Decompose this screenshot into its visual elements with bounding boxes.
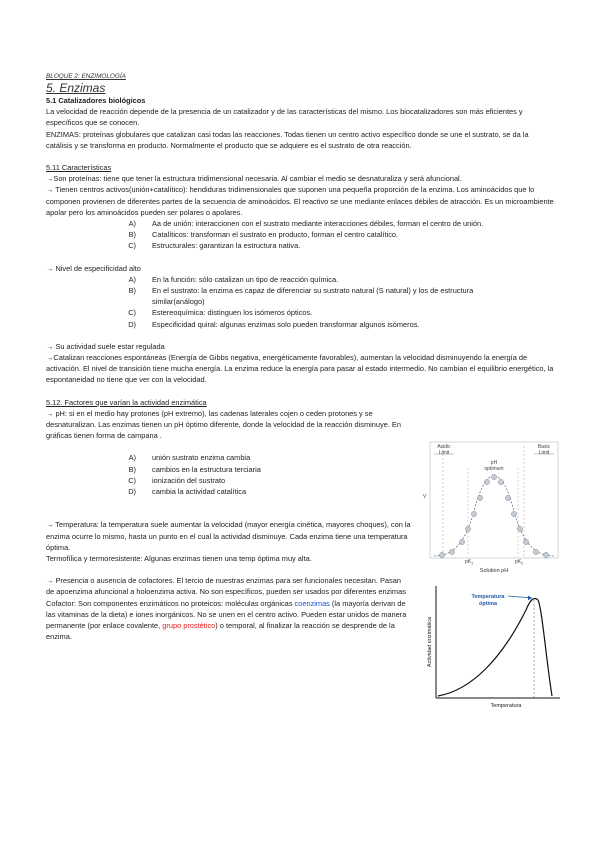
section-5-11-title: 5.11 Características bbox=[46, 163, 112, 173]
list-item: C) Estereoquímica: distinguen los isómeros ópticos. bbox=[128, 308, 313, 318]
temp-x-label: Temperatura bbox=[490, 703, 522, 708]
section-5-12-title: 5.12. Factores que varían la actividad enzimática bbox=[46, 397, 207, 407]
ph-x-label: Solution pH bbox=[479, 568, 509, 574]
specificity-list bbox=[46, 274, 556, 330]
basic-limit-label-2: Limit bbox=[538, 450, 550, 456]
cofactors-paragraph: → Presencia o ausencia de cofactores. El tercio de nuestras enzimas para ser funcionales necesitan. Pasan de apoenzima afuncional a holoenzima activa. No son específicos, pueden ser usados por diferentes enzimas bbox=[46, 576, 406, 597]
acidic-limit-label: Acidic bbox=[437, 444, 451, 450]
svg-text:pK2: $pK_2$ bbox=[515, 559, 524, 566]
optimal-temp-label: Temperatura bbox=[471, 594, 505, 600]
amino-acid-list bbox=[46, 218, 556, 252]
ph-effects-list bbox=[46, 452, 411, 497]
section-5-1-p2: ENZIMAS: proteínas globulares que catalizan casi todas las reacciones. Todas tienen un centro activo específico donde se une el sustrato, se da la catálisis y se transforma en producto. Normalmente el producto que se adquiere es el sustrato de otra reacción. bbox=[46, 129, 529, 150]
optimal-temp-label-2: óptima bbox=[478, 601, 498, 607]
list-item: D) Especificidad quiral: algunas enzimas solo pueden transformar algunos isómeros. bbox=[128, 319, 420, 329]
list-item: C) ionización del sustrato bbox=[128, 475, 226, 485]
svg-text:pK1: $pK_1$ bbox=[465, 559, 474, 566]
block-label: BLOQUE 2: ENZIMOLOGÍA bbox=[46, 73, 126, 80]
list-item: B) cambios en la estructura terciaria bbox=[128, 464, 261, 474]
section-5-11-p5: →Catalizan reacciones espontáneas (Energía de Gibbs negativa, energéticamente favorables), aumentan la velocidad disminuyendo la energía de activación. El nivel de transición tiene mucha energía. La enzima reduce la energía para pasar al estado intermedio. No cambian el equilibrio energético, la espontaneidad no tiene que ver con la velocidad. bbox=[46, 353, 554, 385]
list-item: A) En la función: sólo catalizan un tipo de reacción química. bbox=[128, 274, 339, 284]
list-item: D) cambia la actividad catalítica bbox=[128, 487, 247, 497]
section-5-11-p2: → Tienen centros activos(unión+catalítico): hendiduras tridimensionales que suponen una pequeña proporción de la enzima. Los aminoácidos que lo componen provienen de diferentes partes de la secuencia de aminoácidos. El reactivo se une mediante enlaces débiles de atracción. Es un microambiente apolar pero los aminoácidos pueden ser polares o apolares. bbox=[46, 185, 554, 217]
section-5-11-p3: → Nivel de especificidad alto bbox=[46, 263, 141, 273]
temperature-paragraph: → Temperatura: la temperatura suele aumentar la velocidad (mayor energía cinética, mayores choques), con la enzima ocurre lo mismo, hasta un punto en el cual la actividad disminuye. Cada enzima tiene una temperatura óptima. bbox=[46, 520, 411, 552]
coenzimas-term: coenzimas bbox=[294, 598, 330, 608]
section-5-12-p1: → pH: si en el medio hay protones (pH extremo), las cadenas laterales cojen o ceden protones y se desnaturalizan. Las enzimas tienen un pH óptimo diferente, donde la velocidad de la reacción disminuye. En gráficas tienen forma de campana . bbox=[46, 408, 401, 441]
list-item: A) Aa de unión: interaccionen con el sustrato mediante interacciones débiles, forman el centro de unión. bbox=[128, 219, 484, 229]
ph-y-label: V bbox=[423, 494, 427, 500]
section-5-1-title: 5.1 Catalizadores biológicos bbox=[46, 96, 146, 105]
section-5-11-p1: →Son proteínas: tiene que tener la estructura tridimensional necesaria. Al cambiar el medio se desnaturaliza y será afuncional. bbox=[46, 174, 462, 184]
list-item: B) En el sustrato: la enzima es capaz de diferenciar su sustrato natural (S natural) y los de estructura similar(análogo) bbox=[128, 286, 474, 307]
temp-y-label: Actividad enzimática bbox=[427, 616, 433, 668]
chapter-title: 5. Enzimas bbox=[46, 81, 106, 95]
section-5-1-p1: La velocidad de reacción depende de la presencia de un catalizador y de las características del mismo. Los biocatalizadores son más eficientes y específicos que se conocen. bbox=[46, 107, 523, 128]
list-item: A) unión sustrato enzima cambia bbox=[128, 453, 251, 463]
temperature-curve-figure bbox=[422, 578, 564, 708]
ph-bell-curve-figure bbox=[420, 438, 562, 576]
acidic-limit-label-2: Limit bbox=[438, 450, 450, 456]
ph-optimum-label-2: optimum bbox=[484, 466, 504, 472]
thermophilic-paragraph: Termofílica y termoresistente: Algunas enzimas tienen una temp óptima muy alta. bbox=[46, 553, 312, 563]
ph-optimum-label: pH bbox=[490, 460, 498, 466]
pk2-label: pK bbox=[515, 559, 522, 565]
grupo-prostetico-term: grupo prostético bbox=[162, 620, 216, 630]
list-item: C) Estructurales: garantizan la estructura nativa. bbox=[128, 241, 301, 251]
section-5-11-p4: → Su actividad suele estar regulada bbox=[46, 341, 165, 351]
cofactor-definition: Cofactor: Son componentes enzimáticos no proteicos: moléculas orgánicas coenzimas (la mayoría derivan de las vitaminas de la dieta) e iones inorgánicos. No se unen en el centro activo. Pueden estar unidos de manera permanente (por enlace covalente, grupo prostético) o temporal, al finalizar la reacción se desprende de la enzima. bbox=[46, 598, 407, 642]
pk1-label: pK bbox=[465, 559, 472, 565]
list-item: B) Catalíticos: transforman el sustrato en producto, forman el centro catalítico. bbox=[128, 230, 399, 240]
basic-limit-label: Basic bbox=[537, 444, 551, 450]
